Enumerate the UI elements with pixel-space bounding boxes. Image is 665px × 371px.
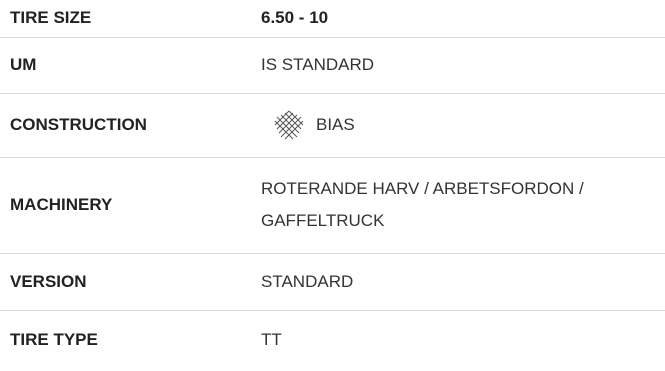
- spec-value-cell: [261, 93, 665, 157]
- spec-label: UM: [0, 37, 261, 93]
- spec-label: CONSTRUCTION: [0, 93, 261, 157]
- spec-row-construction: [0, 93, 665, 157]
- machinery-value: ROTERANDE HARV / ARBETSFORDON / GAFFELTRUCK: [261, 179, 584, 230]
- spec-label: TIRE TYPE: [10, 330, 98, 350]
- spec-row-um: [0, 37, 665, 93]
- spec-label: VERSION: [0, 253, 261, 310]
- spec-row-tire-size: [0, 0, 665, 37]
- spec-label: MACHINERY: [0, 157, 261, 253]
- bias-ply-crosshatch-icon: [274, 110, 304, 140]
- spec-row-tire-type: [0, 310, 665, 370]
- spec-value: TT: [261, 330, 282, 350]
- spec-row-version: [0, 253, 665, 310]
- construction-label: BIAS: [316, 115, 355, 134]
- spec-value: STANDARD: [261, 253, 665, 310]
- spec-value: IS STANDARD: [261, 37, 665, 93]
- spec-row-machinery: [0, 157, 665, 253]
- construction-value: [274, 109, 665, 141]
- spec-value: [261, 157, 665, 253]
- spec-value: 6.50 - 10: [261, 0, 665, 37]
- spec-label: TIRE SIZE: [0, 0, 261, 37]
